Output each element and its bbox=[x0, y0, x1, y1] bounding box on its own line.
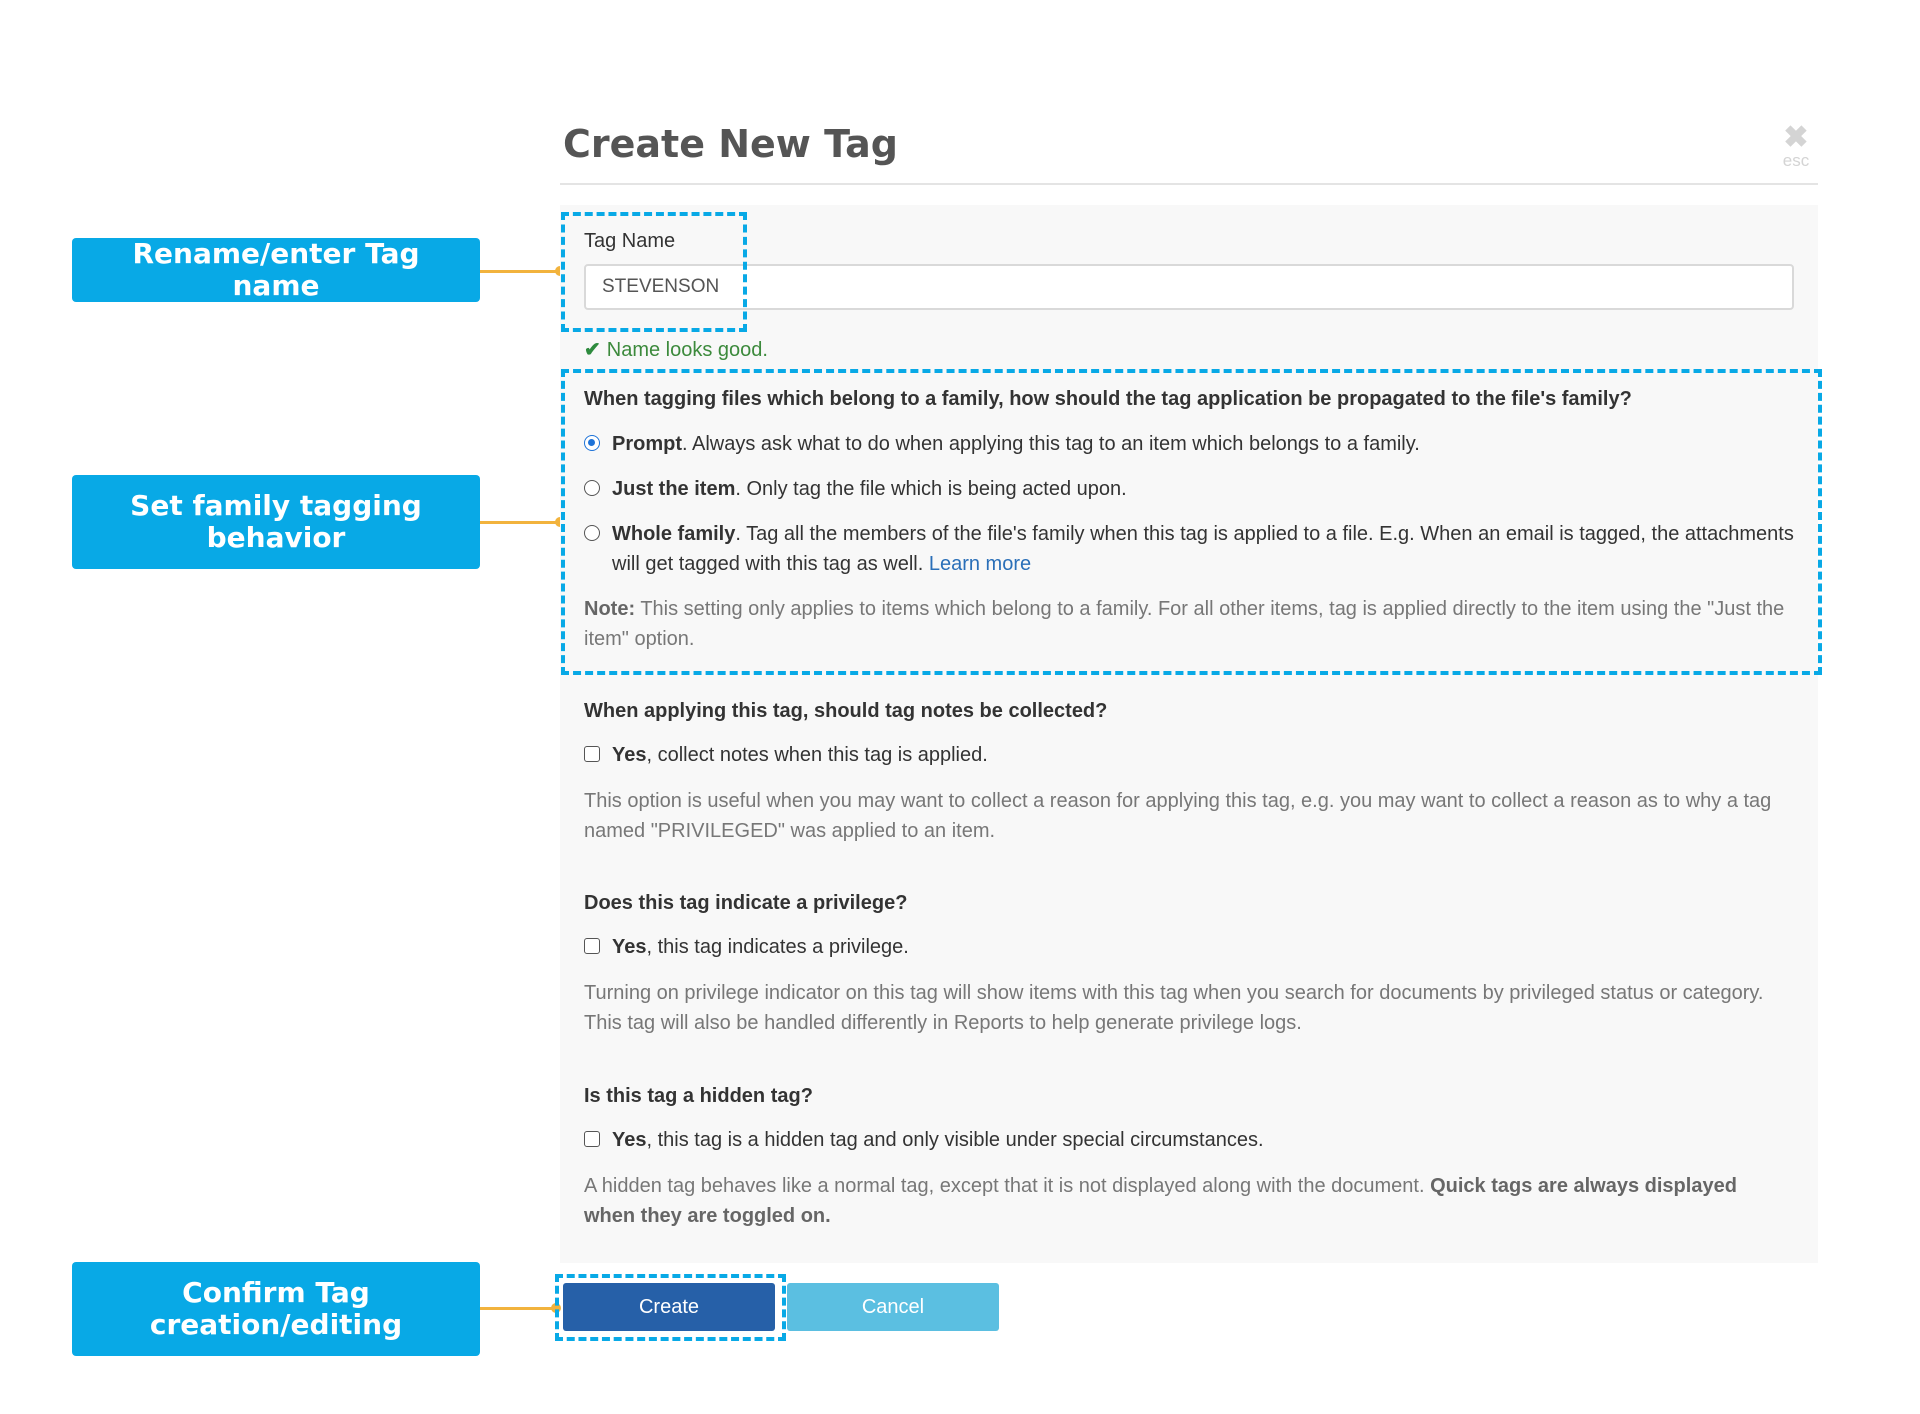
hidden-option-text: Yes, this tag is a hidden tag and only visible under special circumstances. bbox=[612, 1129, 1264, 1151]
close-button[interactable] bbox=[1778, 121, 1814, 170]
note-label: Note: bbox=[584, 598, 636, 620]
family-option-item[interactable] bbox=[584, 474, 1804, 504]
note-text: This setting only applies to items which belong to a family. For all other items, tag is applied directly to the item using the "Just the item" option. bbox=[584, 598, 1785, 650]
header-divider bbox=[560, 183, 1818, 185]
hidden-question: Is this tag a hidden tag? bbox=[584, 1085, 813, 1107]
family-question: When tagging files which belong to a family, how should the tag application be propagated to the file's family? bbox=[584, 388, 1632, 410]
tag-name-input[interactable] bbox=[584, 264, 1794, 310]
tag-name-label: Tag Name bbox=[584, 230, 676, 252]
hidden-help-text: A hidden tag behaves like a normal tag, except that it is not displayed along with the document. bbox=[584, 1175, 1425, 1197]
dialog-title: Create New Tag bbox=[563, 122, 898, 166]
privilege-option[interactable] bbox=[584, 932, 909, 962]
connector-family bbox=[480, 521, 560, 524]
family-option-item-text: Just the item. Only tag the file which is being acted upon. bbox=[612, 478, 1127, 500]
notes-checkbox[interactable] bbox=[584, 746, 600, 762]
option-yes: Yes bbox=[612, 936, 647, 958]
notes-help: This option is useful when you may want to collect a reason for applying this tag, e.g. you may want to collect a reason as to why a tag named "PRIVILEGED" was applied to an item. bbox=[584, 790, 1772, 842]
connector-confirm bbox=[480, 1307, 556, 1310]
option-desc: collect notes when this tag is applied. bbox=[657, 744, 988, 766]
learn-more-link[interactable]: Learn more bbox=[928, 553, 1032, 575]
notes-question: When applying this tag, should tag notes be collected? bbox=[584, 700, 1108, 722]
hidden-help bbox=[584, 1171, 1754, 1231]
callout-family bbox=[72, 475, 480, 569]
check-icon: ✔ bbox=[584, 339, 601, 361]
callout-tag-name bbox=[72, 238, 480, 302]
family-note bbox=[584, 594, 1794, 654]
option-yes: Yes bbox=[612, 1129, 647, 1151]
privilege-question: Does this tag indicate a privilege? bbox=[584, 892, 908, 914]
family-option-whole-text: Whole family. Tag all the members of the file's family when this tag is applied to a file. E.g. When an email is tagged, the attachments will get tagged with this tag as well. Learn more bbox=[612, 523, 1794, 575]
connector-tag-name bbox=[480, 270, 560, 273]
validation-text: Name looks good. bbox=[606, 339, 768, 361]
close-icon[interactable]: ✖ bbox=[1783, 121, 1809, 154]
radio-prompt[interactable] bbox=[584, 435, 600, 451]
hidden-help-strong: Quick tags are always displayed when they are toggled on. bbox=[584, 1175, 1737, 1227]
hidden-checkbox[interactable] bbox=[584, 1131, 600, 1147]
option-desc: Tag all the members of the file's family when this tag is applied to a file. E.g. When an email is tagged, the attachments will get tagged with this tag as well. bbox=[612, 523, 1794, 575]
callout-confirm bbox=[72, 1262, 480, 1356]
create-button[interactable]: Create bbox=[563, 1283, 775, 1331]
notes-option[interactable] bbox=[584, 740, 988, 770]
hidden-option[interactable] bbox=[584, 1125, 1264, 1155]
family-option-prompt[interactable] bbox=[584, 429, 1804, 459]
close-esc-hint: esc bbox=[1782, 151, 1810, 170]
option-title: Just the item bbox=[612, 478, 736, 500]
cancel-button[interactable]: Cancel bbox=[787, 1283, 999, 1331]
option-desc: Always ask what to do when applying this tag to an item which belongs to a family. bbox=[692, 433, 1420, 455]
callout-confirm-text: Confirm Tag creation/editing bbox=[149, 1276, 403, 1341]
family-option-whole[interactable] bbox=[584, 519, 1794, 579]
option-desc: this tag is a hidden tag and only visible under special circumstances. bbox=[657, 1129, 1264, 1151]
option-desc: this tag indicates a privilege. bbox=[657, 936, 909, 958]
privilege-option-text: Yes, this tag indicates a privilege. bbox=[612, 936, 909, 958]
privilege-checkbox[interactable] bbox=[584, 938, 600, 954]
callout-family-text: Set family tagging behavior bbox=[130, 489, 422, 554]
family-option-prompt-text: Prompt. Always ask what to do when applying this tag to an item which belongs to a family. bbox=[612, 433, 1420, 455]
option-title: Whole family bbox=[612, 523, 736, 545]
privilege-help: Turning on privilege indicator on this tag will show items with this tag when you search for documents by privileged status or category. This tag will also be handled differently in Reports to help generate privilege logs. bbox=[584, 982, 1764, 1034]
option-yes: Yes bbox=[612, 744, 647, 766]
option-title: Prompt bbox=[612, 433, 682, 455]
option-desc: Only tag the file which is being acted upon. bbox=[746, 478, 1127, 500]
radio-whole-family[interactable] bbox=[584, 525, 600, 541]
callout-tag-name-text: Rename/enter Tag name bbox=[132, 237, 420, 302]
notes-option-text: Yes, collect notes when this tag is applied. bbox=[612, 744, 988, 766]
radio-just-item[interactable] bbox=[584, 480, 600, 496]
tag-name-validation bbox=[584, 337, 768, 362]
